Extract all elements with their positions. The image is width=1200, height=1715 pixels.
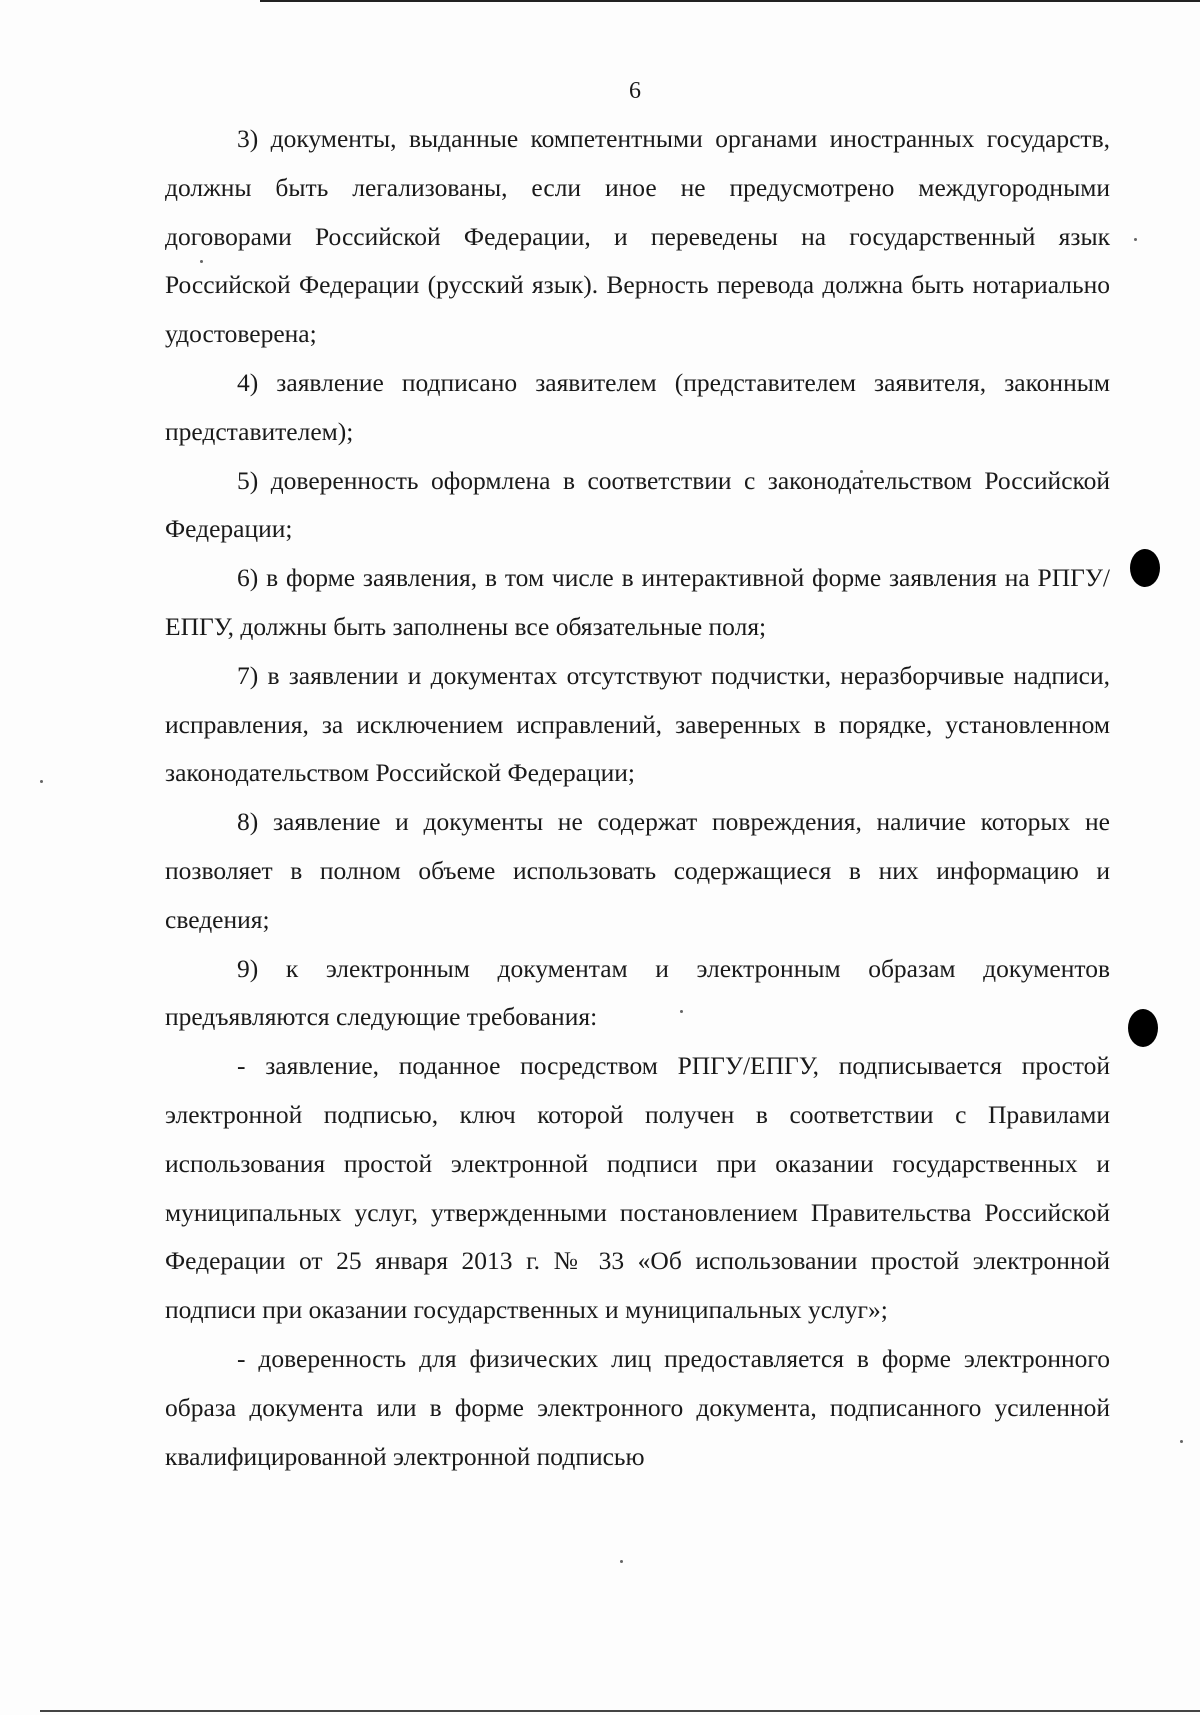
paragraph-item-8: 8) заявление и документы не содержат повреждения, наличие которых не позволяет в полном объеме использовать содержащиеся в них информацию и сведения; (165, 807, 1110, 934)
paragraph-item-9: 9) к электронным документам и электронным образам документов предъявляются следующие требования: (165, 953, 1110, 1032)
punch-hole-lower (1128, 1009, 1158, 1047)
paragraph-item-5: 5) доверенность оформлена в соответствии с законодательством Российской Федерации; (165, 465, 1110, 544)
scan-speck (620, 1560, 623, 1563)
document-body (165, 115, 1110, 1481)
page-number: 6 (629, 78, 641, 104)
scan-speck (40, 780, 43, 783)
paragraph-item-6: 6) в форме заявления, в том числе в интерактивной форме заявления на РПГУ/ЕПГУ, должны быть заполнены все обязательные поля; (165, 563, 1110, 641)
scan-edge-top (260, 0, 1200, 2)
paragraph-item-7: 7) в заявлении и документах отсутствуют подчистки, неразборчивые надписи, исправления, за исключением исправлений, заверенных в порядке, установленном законодательством Российской Федерации; (165, 660, 1110, 788)
paragraph-dash-application: - заявление, поданное посредством РПГУ/ЕПГУ, подписывается простой электронной подписью, ключ которой получен в соответствии с Правилами использования простой электронной подписи при оказании государственных и муниципальных услуг, утвержденными постановлением Правительства Российской Федерации от 25 января 2013 г. № 33 «Об использовании простой электронной подписи при оказании государственных и муниципальных услуг»; (165, 1051, 1110, 1325)
punch-hole-upper (1130, 549, 1160, 587)
scan-edge-bottom (40, 1710, 1200, 1712)
paragraph-item-3: 3) документы, выданные компетентными органами иностранных государств, должны быть легализованы, если иное не предусмотрено междугородными договорами Российской Федерации, и переведены на государственный язык Российской Федерации (русский язык). Верность перевода должна быть нотариально удостоверена; (165, 124, 1110, 349)
scan-speck (1134, 238, 1137, 241)
paragraph-dash-power-of-attorney: - доверенность для физических лиц предоставляется в форме электронного образа документа или в форме электронного документа, подписанного усиленной квалифицированной электронной подписью (165, 1343, 1110, 1471)
scan-speck (1180, 1440, 1183, 1443)
paragraph-item-4: 4) заявление подписано заявителем (представителем заявителя, законным представителем); (165, 367, 1110, 446)
